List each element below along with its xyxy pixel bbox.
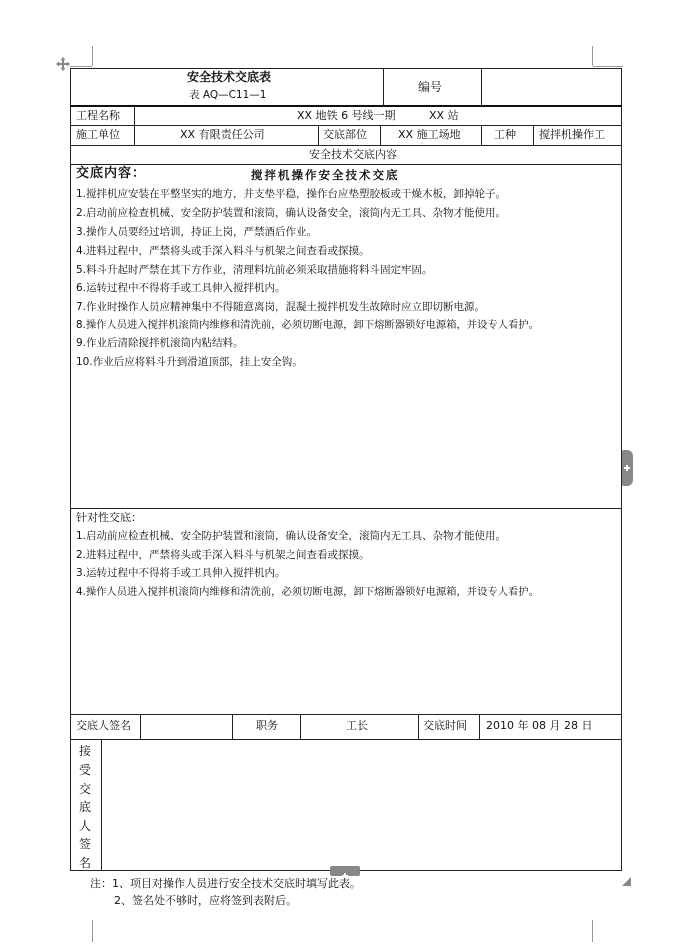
receiver-label-char: 名 — [79, 856, 92, 870]
specific-item: 2.进料过程中，严禁将头或手深入料斗与机架之间查看或探摸。 — [76, 549, 370, 561]
form-code: 表 AQ—C11—1 — [189, 89, 267, 101]
specific-heading: 针对性交底： — [76, 511, 142, 524]
unit-label: 施工单位 — [76, 128, 120, 141]
receiver-label-char: 人 — [79, 819, 92, 833]
crop-mark — [70, 66, 92, 67]
post-value: 工长 — [346, 719, 368, 732]
crop-mark — [592, 46, 593, 66]
receiver-label-char: 签 — [79, 837, 92, 851]
trade-value: 搅拌机操作工 — [539, 128, 605, 141]
content-item: 3.操作人员要经过培训，持证上岗，严禁酒后作业。 — [76, 226, 318, 238]
post-label: 职务 — [256, 719, 278, 732]
number-label: 编号 — [418, 80, 443, 94]
signer-label: 交底人签名 — [76, 719, 131, 732]
section-title: 安全技术交底内容 — [309, 148, 397, 161]
content-heading: 交底内容： — [76, 166, 147, 181]
receiver-label-char: 底 — [79, 800, 92, 814]
time-label: 交底时间 — [423, 719, 467, 732]
content-item: 4.进料过程中，严禁将头或手深入料斗与机架之间查看或探摸。 — [76, 245, 370, 257]
crop-mark — [92, 920, 93, 942]
table-resize-handle-icon[interactable] — [622, 871, 631, 880]
specific-item: 1.启动前应检查机械、安全防护装置和滚筒，确认设备安全，滚筒内无工具、杂物才能使用。 — [76, 530, 507, 542]
content-item: 7.作业时操作人员应精神集中不得随意离岗，混凝土搅拌机发生故障时应立即切断电源。 — [76, 301, 486, 313]
note-line-1: 注：1、项目对操作人员进行安全技术交底时填写此表。 — [90, 877, 361, 890]
note-line-2: 2、签名处不够时，应将签到表附后。 — [114, 894, 297, 907]
crop-mark — [92, 46, 93, 66]
crop-mark — [592, 920, 593, 942]
content-item: 8.操作人员进入搅拌机滚筒内维修和清洗前，必须切断电源，卸下熔断器锁好电源箱，并设专人看护。 — [76, 319, 539, 331]
form-title: 安全技术交底表 — [187, 70, 272, 84]
crop-mark — [593, 66, 623, 67]
add-column-plus-icon[interactable] — [622, 450, 633, 486]
content-item: 9.作业后清除搅拌机滚筒内粘结料。 — [76, 337, 244, 349]
content-subtitle: 搅拌机操作安全技术交底 — [251, 168, 400, 182]
specific-item: 3.运转过程中不得将手或工具伸入搅拌机内。 — [76, 567, 286, 579]
project-station: XX 站 — [429, 109, 459, 122]
table-move-handle-icon[interactable] — [56, 56, 70, 70]
receiver-label-char: 受 — [79, 763, 92, 777]
part-label: 交底部位 — [323, 128, 367, 141]
content-item: 5.料斗升起时严禁在其下方作业，清理料坑前必须采取措施将料斗固定牢固。 — [76, 264, 433, 276]
receiver-label-char: 交 — [79, 782, 92, 796]
content-item: 6.运转过程中不得将手或工具伸入搅拌机内。 — [76, 282, 286, 294]
content-item: 1.搅拌机应安装在平整坚实的地方，并支垫平稳，操作台应垫塑胶板或干燥木板，卸掉轮子。 — [76, 188, 507, 200]
time-value: 2010 年 08 月 28 日 — [486, 719, 593, 732]
project-label: 工程名称 — [76, 109, 120, 122]
receiver-label-char: 接 — [79, 744, 92, 758]
specific-item: 4.操作人员进入搅拌机滚筒内维修和清洗前，必须切断电源，卸下熔断器锁好电源箱，并设专人看护。 — [76, 586, 539, 598]
content-item: 2.启动前应检查机械、安全防护装置和滚筒，确认设备安全，滚筒内无工具、杂物才能使用。 — [76, 207, 507, 219]
project-value: XX 地铁 6 号线一期 — [297, 109, 396, 122]
receiver-signature-area[interactable] — [102, 740, 621, 870]
trade-label: 工种 — [494, 128, 516, 141]
part-value: XX 施工场地 — [398, 128, 461, 141]
unit-value: XX 有限责任公司 — [180, 128, 265, 141]
content-item: 10.作业后应将料斗升到滑道顶部，挂上安全钩。 — [76, 356, 303, 368]
